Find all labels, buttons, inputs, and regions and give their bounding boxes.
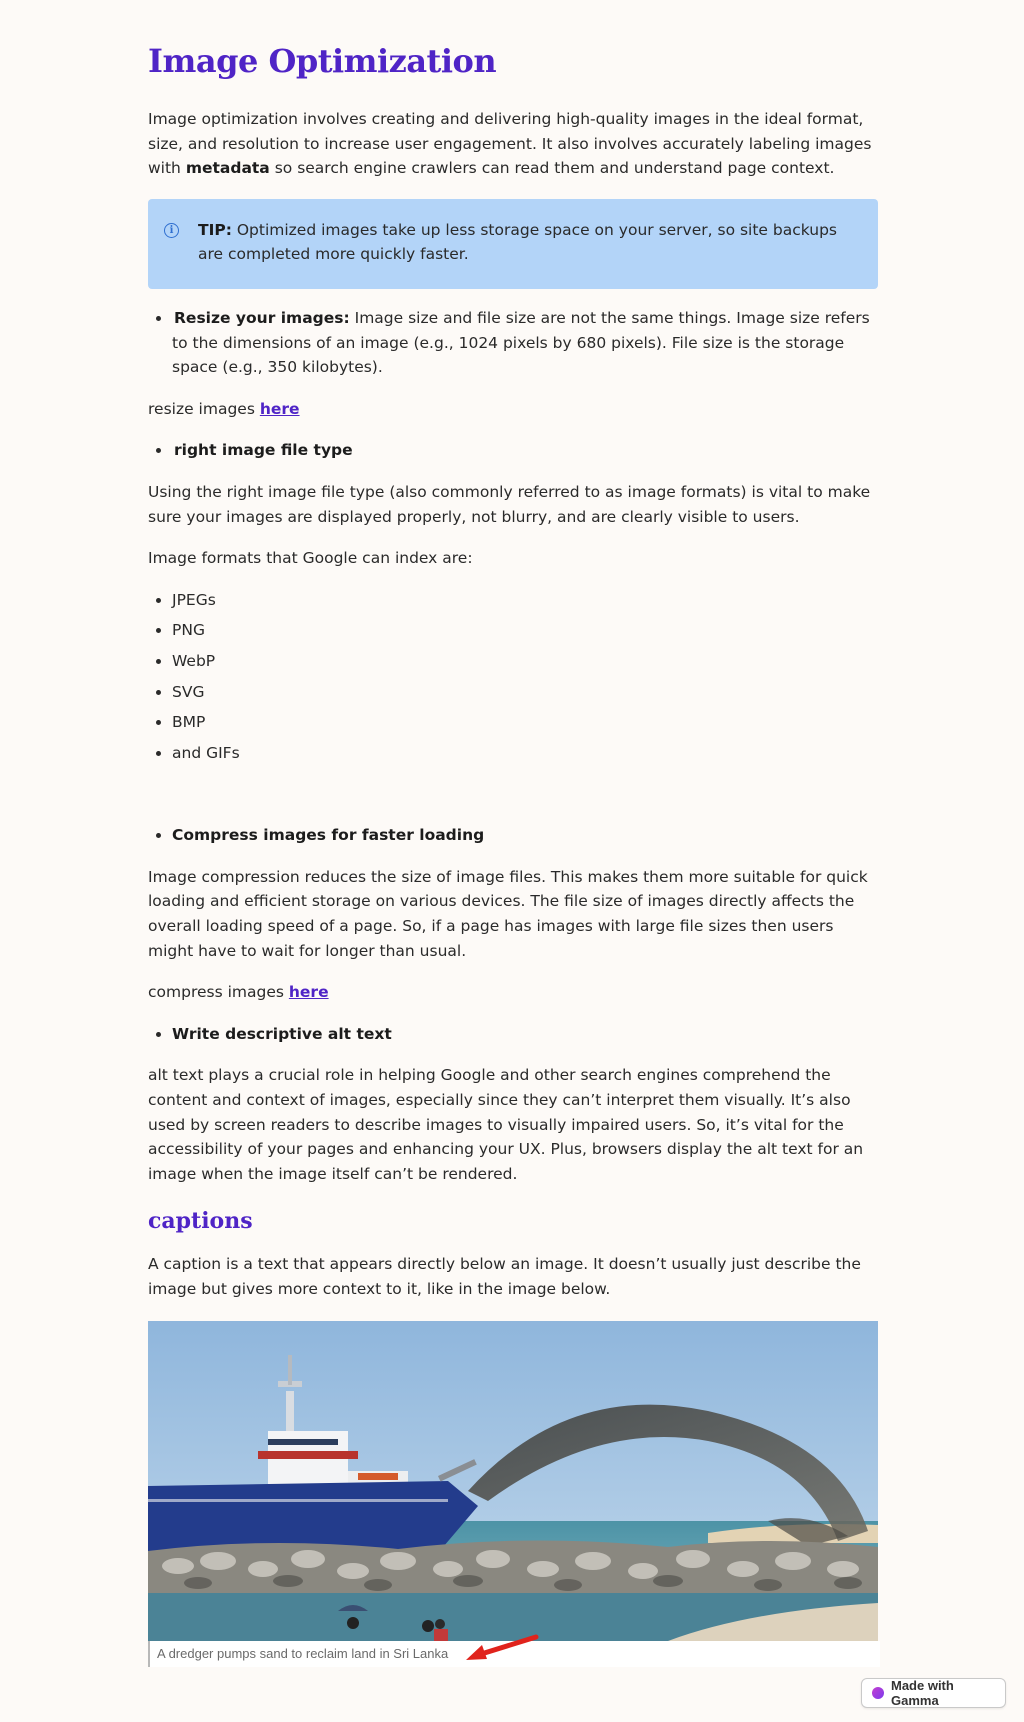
badge-label: Made with Gamma: [890, 1678, 954, 1708]
compress-link-prefix: compress images: [148, 983, 289, 1002]
article: [148, 0, 878, 1667]
dredger-photo: [148, 1321, 878, 1641]
info-icon: i: [164, 223, 179, 238]
caption-figure: [148, 1321, 878, 1667]
tip-callout: [148, 199, 878, 289]
list-item: [172, 823, 878, 848]
resize-text: Image size and file size are not the same things. Image size refers to the dimensions of an image (e.g., 1024 pixels by 680 pixels). File size is the storage space (e.g., 350 kilobytes).: [172, 308, 870, 377]
formats-intro: Image formats that Google can index are:: [148, 549, 473, 568]
image-caption-row: [148, 1641, 880, 1667]
intro-bold: metadata: [185, 159, 270, 178]
format-item: • BMP: [172, 710, 878, 735]
format-item: • SVG: [172, 680, 878, 705]
resize-link-prefix: resize images: [148, 399, 260, 418]
resize-here-link[interactable]: here: [259, 399, 300, 418]
alt-heading: Write descriptive alt text: [172, 1024, 392, 1043]
compress-heading: Compress images for faster loading: [172, 826, 485, 845]
compress-paragraph: Image compression reduces the size of image files. This makes them more suitable for quick loading and efficient storage on various devices. The file size of images directly affects the overall loading speed of a page. So, if a page has images with large file sizes then users might have to wait for longer than usual.: [148, 867, 868, 960]
list-item: [172, 1022, 878, 1047]
list-item: [172, 306, 878, 380]
resize-list: [148, 306, 878, 380]
made-with-gamma-badge[interactable]: [861, 1678, 1006, 1708]
tip-label: TIP:: [198, 220, 232, 239]
format-item: • PNG: [172, 618, 878, 643]
format-item: • and GIFs: [172, 741, 878, 766]
filetype-list: [148, 438, 878, 463]
tip-text: Optimized images take up less storage space on your server, so site backups are completed more quickly faster.: [198, 220, 837, 264]
alt-list: [148, 1022, 878, 1047]
filetype-paragraph: Using the right image file type (also commonly referred to as image formats) is vital to make sure your images are displayed properly, not blurry, and are clearly visible to users.: [148, 482, 871, 526]
format-item: • JPEGs: [172, 588, 878, 613]
gamma-logo-icon: [872, 1687, 884, 1699]
resize-label: Resize your images:: [174, 308, 350, 327]
page-title: Image Optimization: [148, 42, 497, 80]
captions-paragraph: A caption is a text that appears directly below an image. It doesn’t usually just describe the image but gives more context to it, like in the image below.: [148, 1255, 861, 1298]
intro-text-end: so search engine crawlers can read them and understand page context.: [269, 159, 835, 178]
captions-heading: captions: [148, 1208, 253, 1235]
filetype-heading: right image file type: [174, 441, 353, 460]
image-caption: A dredger pumps sand to reclaim land in Sri Lanka: [157, 1645, 449, 1661]
compress-link-paragraph: [148, 980, 878, 1005]
list-item: [172, 438, 878, 463]
format-item: • WebP: [172, 649, 878, 674]
intro-paragraph: [148, 107, 878, 181]
resize-link-paragraph: [148, 397, 878, 422]
intro-text: Image optimization involves creating and delivering high-quality images in the ideal format, size, and resolution to increase user engagement. It also involves accurately labeling images with: [148, 110, 872, 178]
formats-list: [148, 588, 878, 766]
red-arrow-icon: [460, 1633, 540, 1663]
compress-list: [148, 823, 878, 848]
alt-paragraph: alt text plays a crucial role in helping Google and other search engines comprehend the content and context of images, especially since they can’t interpret them visually. It’s also used by screen readers to describe images to visually impaired users. So, it’s vital for the accessibility of your pages and enhancing your UX. Plus, browsers display the alt text for an image when the image itself can’t be rendered.: [148, 1066, 864, 1183]
compress-here-link[interactable]: here: [288, 983, 329, 1002]
